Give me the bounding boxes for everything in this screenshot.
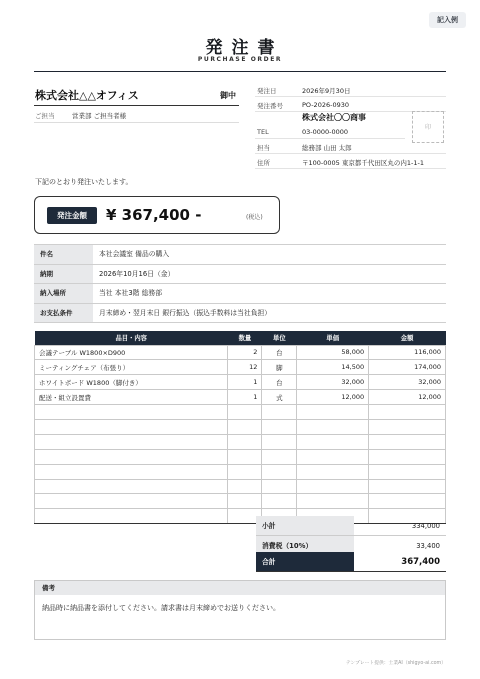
item-unit-price: 32,000 [297,375,369,390]
item-amount: 174,000 [369,360,446,375]
subtotal-row [256,516,446,536]
item-unit-price [297,464,369,479]
total-row [256,552,446,572]
item-amount: 12,000 [369,390,446,405]
issuer-value: 03-0000-0000 [302,128,349,136]
item-name: 配送・組立設置費 [35,390,228,405]
total-value: 367,400 [401,557,440,567]
item-qty [228,479,262,494]
title-rule [34,71,446,72]
item-qty [228,434,262,449]
meta-row-payment [34,304,446,324]
item-unit-price [297,479,369,494]
item-qty: 12 [228,360,262,375]
subtotal-value: 334,000 [411,522,440,530]
item-unit [262,449,297,464]
tax-label: 消費税（10%） [256,536,354,555]
item-unit-price: 12,000 [297,390,369,405]
issuer-row-address [255,154,446,169]
meta-row-subject [34,245,446,265]
item-qty [228,464,262,479]
amount-value: ¥ 367,400 - [106,206,202,224]
item-amount: 32,000 [369,375,446,390]
customer-attn-value: 営業部 ご担当者様 [72,112,127,120]
meta-value: 本社会議室 備品の購入 [99,250,170,258]
meta-label: 件名 [34,245,93,264]
item-amount [369,434,446,449]
table-row [35,479,446,494]
issuer-value: PO-2026-0930 [302,101,349,109]
issuer-row-date [255,82,446,97]
item-qty [228,494,262,509]
item-unit-price: 58,000 [297,345,369,360]
table-row [35,345,446,360]
item-qty: 1 [228,375,262,390]
table-row [35,449,446,464]
issuer-row-tel [255,124,405,139]
header-qty: 数量 [228,331,262,345]
item-unit-price [297,405,369,420]
issuer-label: 発注日 [257,87,277,95]
meta-value: 当社 本社3階 総務部 [99,289,163,297]
item-name [35,434,228,449]
table-row [35,464,446,479]
header-unit: 単位 [262,331,297,345]
item-name: ホワイトボード W1800（脚付き） [35,375,228,390]
notes-heading: 備考 [35,581,445,595]
items-table [34,331,446,524]
item-unit [262,434,297,449]
amount-tax-note: (税込) [246,214,263,221]
table-row [35,360,446,375]
item-qty: 2 [228,345,262,360]
meta-label: 納入場所 [34,284,93,303]
amount-label: 発注金額 [47,207,97,224]
table-row [35,405,446,420]
item-unit [262,464,297,479]
seal-stamp-box: 印 [412,111,444,143]
item-name [35,464,228,479]
item-unit: 式 [262,390,297,405]
item-name [35,405,228,420]
item-unit-price [297,494,369,509]
issuer-row-number [255,97,446,112]
footer-credit: テンプレート提供：士業AI（shigyo-ai.com） [345,661,446,666]
issuer-label: TEL [257,128,269,136]
item-unit-price [297,434,369,449]
item-name [35,509,228,524]
header-unit-price: 単価 [297,331,369,345]
meta-value: 2026年10月16日（金） [99,269,175,278]
item-name [35,494,228,509]
item-qty [228,405,262,420]
table-row [35,434,446,449]
issuer-company: 株式会社〇〇商事 [302,113,366,122]
item-qty: 1 [228,390,262,405]
notes-text: 納品時に納品書を添付してください。請求書は月末締めでお送りください。 [42,604,280,612]
document-subtitle: PURCHASE ORDER [197,56,283,63]
item-qty [228,419,262,434]
issuer-value: 〒100-0005 東京都千代田区丸の内1-1-1 [302,159,424,167]
meta-label: お支払条件 [34,304,93,323]
issuer-label: 発注番号 [257,102,283,110]
item-amount [369,494,446,509]
customer-honorific: 御中 [220,91,236,100]
meta-label: 納期 [34,265,93,284]
issuer-label: 住所 [257,159,270,167]
tax-value: 33,400 [416,542,440,550]
item-unit-price: 14,500 [297,360,369,375]
sample-badge: 記入例 [429,12,466,28]
item-unit: 脚 [262,360,297,375]
issuer-value: 総務部 山田 太郎 [302,144,352,152]
item-amount: 116,000 [369,345,446,360]
item-name: 会議テーブル W1800×D900 [35,345,228,360]
issuer-label: 担当 [257,144,270,152]
item-unit: 台 [262,345,297,360]
table-row [35,419,446,434]
table-row [35,375,446,390]
item-name [35,419,228,434]
item-name [35,449,228,464]
meta-row-location [34,284,446,304]
meta-value: 月末締め・翌月末日 銀行振込（振込手数料は当社負担） [99,308,272,317]
meta-row-deadline [34,265,446,285]
item-unit [262,419,297,434]
document-title: 発注書 [205,38,284,58]
customer-attn-label: ご担当 [35,112,55,120]
item-unit-price [297,449,369,464]
item-unit [262,405,297,420]
customer-rule [34,105,239,106]
customer-name: 株式会社△△オフィス [35,89,139,102]
header-amount: 金額 [369,331,446,345]
item-amount [369,405,446,420]
header-item: 品目・内容 [35,331,228,345]
order-meta-table [34,244,446,323]
item-amount [369,479,446,494]
item-amount [369,449,446,464]
item-unit-price [297,419,369,434]
table-row [35,494,446,509]
items-header-row [35,331,446,345]
customer-rule-2 [34,122,239,123]
subtotal-label: 小計 [256,516,354,535]
item-unit [262,494,297,509]
item-qty [228,449,262,464]
item-amount [369,464,446,479]
item-name [35,479,228,494]
total-label: 合計 [256,552,354,571]
item-unit [262,479,297,494]
item-unit: 台 [262,375,297,390]
items-body [35,345,446,524]
issuer-value: 2026年9月30日 [302,87,351,95]
intro-text: 下記のとおり発注いたします。 [35,178,133,186]
item-name: ミーティングチェア（布張り） [35,360,228,375]
table-row [35,390,446,405]
item-amount [369,419,446,434]
